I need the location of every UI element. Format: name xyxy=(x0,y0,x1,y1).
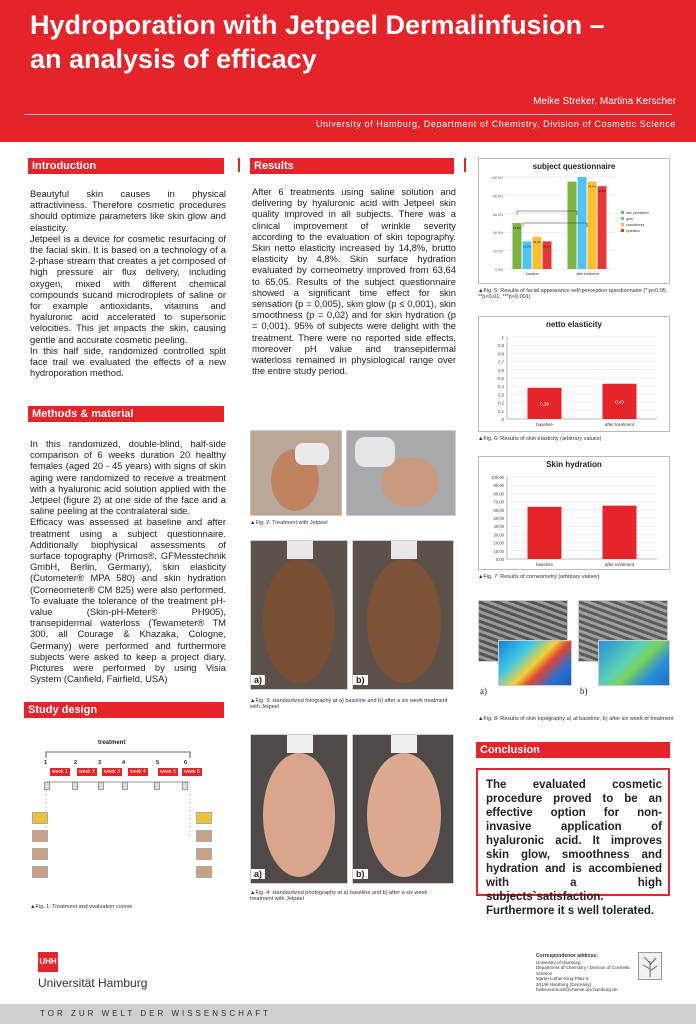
chart-svg xyxy=(479,457,669,569)
face-thumbnail xyxy=(32,830,48,842)
y-tick-label: 0,4 xyxy=(498,384,504,390)
title-line-1: Hydroporation with Jetpeel Dermalinfusion – xyxy=(30,10,605,40)
tick-number: 2 xyxy=(74,760,78,766)
fig3-caption: ▲Fig. 3: standardized fotography at a) baseline and b) after a six week treatment with Jetpeel xyxy=(250,698,448,710)
week-box: week 5 xyxy=(160,769,176,775)
x-tick-label: baseline xyxy=(525,272,540,276)
device-icon xyxy=(72,782,78,790)
device-icon xyxy=(122,782,128,790)
y-tick-label: 100,0% xyxy=(491,176,503,180)
correspondence-line: Department of Chemistry / Division of Cosmetic Science xyxy=(536,965,631,976)
device-icon xyxy=(154,782,160,790)
column-divider-2 xyxy=(464,158,466,172)
section-results: Results xyxy=(250,158,454,174)
department-logo-icon xyxy=(638,952,662,980)
section-study-design: Study design xyxy=(24,702,224,718)
product-thumbnail xyxy=(32,812,48,824)
results-text: After 6 treatments using saline solution and delivering by hyaluronic acid with Jetpeel skin quality improved in all subjects. There was a clinical improvement of wrinkle severity according to the evaluation of skin topography. Skin netto elasticity increased by 14,8%, brutto elasticity by 4,8%. Skin surface hydration evaluated by corneometry improved from 63,64 to 65,05. Results of the subject questionnaire showed a significant time effect for skin sensation (p = 0,005), skin glow (p ≤ 0,001), skin smoothness (p = 0,02) and for skin hydration (p = 0,001). 95% of subjects were delight with the treatment. There were no reported side effects, moreover pH value and transepidermal waterloss remained in physiological range over the entire study period. xyxy=(252,186,456,377)
study-design-diagram xyxy=(30,734,220,902)
after-photo-fig4 xyxy=(352,734,454,884)
week-box: week 6 xyxy=(184,769,200,775)
affiliation: University of Hamburg, Department of Chemistry, Division of Cosmetic Science xyxy=(315,119,676,129)
face-thumbnail xyxy=(196,866,212,878)
bar xyxy=(598,186,607,269)
tick-number: 3 xyxy=(98,760,102,766)
section-conclusion: Conclusion xyxy=(476,742,670,758)
data-label: 0,38 xyxy=(540,401,549,407)
chart-svg xyxy=(479,317,669,431)
y-tick-label: 0,7 xyxy=(498,359,504,365)
topography-baseline-color xyxy=(498,640,572,686)
legend-label: glow xyxy=(626,217,633,221)
week-box: week 3 xyxy=(104,769,120,775)
product-thumbnail xyxy=(196,812,212,824)
correspondence-line: Martin-Luther-King-Platz 6 xyxy=(536,976,589,981)
university-name: Universität Hamburg xyxy=(38,976,148,990)
y-tick-label: 30,00 xyxy=(493,532,504,538)
x-tick-label: after treatment xyxy=(604,422,635,427)
legend-label: skin perception xyxy=(626,211,649,215)
data-label: 90,0% xyxy=(598,189,606,194)
correspondence-line: University of Hamburg xyxy=(536,959,581,965)
fig2-caption: ▲Fig. 2: Treatment with Jetpeel xyxy=(250,520,328,526)
conclusion-box xyxy=(476,768,670,917)
fig6-caption: ▲Fig. 6: Results of skin elasticity (arbitrary values) xyxy=(478,436,602,442)
y-tick-label: 40,00 xyxy=(493,524,504,530)
y-tick-label: 70,00 xyxy=(493,499,504,505)
label-a: a) xyxy=(251,869,265,879)
data-label: 51,6% xyxy=(513,226,521,230)
device-icon xyxy=(44,782,50,790)
x-tick-label: after treatment xyxy=(604,562,635,567)
bar xyxy=(528,507,562,559)
fig4-caption: ▲Fig. 4: standardized photography at a) baseline and b) after a six week treatment with Jetpeel xyxy=(250,890,428,902)
y-tick-label: 40,0% xyxy=(493,231,503,236)
chart-svg xyxy=(479,159,669,283)
y-tick-label: 100,00 xyxy=(491,475,504,480)
chart-title: subject questionnaire xyxy=(532,162,616,171)
face-thumbnail xyxy=(32,866,48,878)
y-tick-label: 50,00 xyxy=(493,516,504,521)
fig8-caption: ▲Fig. 8: Results of skin topography a) at baseline, b) after six week of treatment xyxy=(478,716,674,722)
face-thumbnail xyxy=(32,848,48,860)
data-label: 75,7% xyxy=(588,184,596,189)
bar xyxy=(568,182,577,269)
legend-swatch xyxy=(621,223,624,226)
device-icon xyxy=(182,782,188,790)
fig1-caption: ▲Fig. 1: Treatment and evaluation course xyxy=(30,904,133,910)
baseline-photo-fig4 xyxy=(250,734,348,884)
y-tick-label: 80,0% xyxy=(493,194,503,199)
footer-motto: TOR ZUR WELT DER WISSENSCHAFT xyxy=(40,1009,272,1018)
label-b: b) xyxy=(580,686,588,696)
topography-after-color xyxy=(598,640,670,686)
poster-footer xyxy=(0,1004,696,1024)
tick-number: 4 xyxy=(122,760,126,766)
uhh-logo-icon: UHH xyxy=(38,952,58,972)
face-thumbnail xyxy=(196,830,212,842)
correspondence-line: heike.buntrock@chemie.uni-hamburg.de xyxy=(536,987,618,992)
treatment-photo-2 xyxy=(346,430,456,516)
data-label: 35,0% xyxy=(533,239,541,244)
correspondence-line: 20146 Hamburg (Germany) xyxy=(536,981,592,987)
y-tick-label: 0 xyxy=(501,417,504,422)
data-label: 30,5% xyxy=(543,244,551,249)
label-b: b) xyxy=(353,869,368,879)
y-tick-label: 0,5 xyxy=(498,376,504,381)
y-tick-label: 0,1 xyxy=(498,408,504,414)
intro-paragraph-1: Beautyful skin causes in physical attractiviness. Therefore cosmetic procedures should optimize parameters like skin glow and elasticity. xyxy=(30,188,226,233)
y-tick-label: 80,00 xyxy=(493,491,504,497)
week-box: week 2 xyxy=(79,769,95,775)
face-thumbnail xyxy=(196,848,212,860)
title-line-2: an analysis of efficacy xyxy=(30,44,317,74)
treatment-photo-1 xyxy=(250,430,342,516)
y-tick-label: 60,00 xyxy=(493,507,504,513)
y-tick-label: 60,0% xyxy=(493,212,503,217)
correspondence-address xyxy=(536,954,636,993)
section-methods: Methods & material xyxy=(28,406,224,422)
treatment-label: treatment xyxy=(98,740,126,746)
introduction-text xyxy=(30,188,226,378)
baseline-photo-fig3 xyxy=(250,540,348,690)
y-tick-label: 0,8 xyxy=(498,351,504,357)
legend-swatch xyxy=(621,217,624,220)
subject-questionnaire-chart xyxy=(478,158,670,284)
week-box: week 1 xyxy=(52,769,68,775)
label-b: b) xyxy=(353,675,368,685)
y-tick-label: 20,00 xyxy=(493,540,504,546)
authors: Meike Streker, Martina Kerscher xyxy=(533,96,676,107)
x-tick-label: baseline xyxy=(536,562,553,567)
bar xyxy=(588,182,597,269)
tick-number: 5 xyxy=(156,760,160,766)
y-tick-label: 0,6 xyxy=(498,367,504,373)
device-icon xyxy=(98,782,104,790)
label-a: a) xyxy=(480,686,487,696)
week-box: week 4 xyxy=(130,769,146,775)
intro-paragraph-3: In this half side, randomized controlled split face trail we evaluated the effects of a new hydroporation method. xyxy=(30,344,226,379)
fig7-caption: ▲Fig. 7: Results of corneometry (arbitrary values) xyxy=(478,574,600,580)
chart-title: Skin hydration xyxy=(546,460,602,469)
y-tick-label: 0,3 xyxy=(498,392,504,398)
fig5-caption: ▲Fig. 5: Results of facial appearance self-perception questionnaire (*:p<0.05, **p<0.01, ***p<0.001) xyxy=(478,288,668,300)
section-introduction: Introduction xyxy=(28,158,224,174)
header-divider xyxy=(24,114,672,115)
column-divider-1 xyxy=(238,158,240,172)
conclusion-text: The evaluated cosmetic procedure proved to be an effective option for non-invasive application of hyaluronic acid. It improves skin glow, smoothness and hydration and is accombiened with a high subjects`satisfaction. Furthermore it s well tolerated. xyxy=(486,779,662,917)
skin-hydration-chart xyxy=(478,456,670,570)
intro-paragraph-2: Jetpeel is a device for cosmetic resurfacing of the facial skin. It is based on a technology of a 2-phase stream that creates a jet composed of high pressure air flux delivery, including oxygen, mixed with different chemical compounds sucand microdroplets of saline or for example antioxidants, vitamins and hyaluronic acid accelerated to supersonic velocities. This jet impacts the skin, causing gentle and accurate cosmetic peeling. xyxy=(30,232,226,345)
tick-number: 1 xyxy=(44,760,48,766)
chart-title: netto elasticity xyxy=(545,320,602,329)
legend-label: hydration xyxy=(626,229,640,233)
poster-title xyxy=(30,8,680,76)
netto-elasticity-chart xyxy=(478,316,670,432)
poster-header xyxy=(0,0,696,142)
legend-label: smoothness xyxy=(626,223,645,227)
x-tick-label: baseline xyxy=(536,422,553,427)
methods-paragraph-2: Efficacy was assessed at baseline and after treatment using a subject questionnaire. Additionally biophysical assessments of surface topography (Primos®, GFMesstechnik GmbH, Berlin, Germany), skin elasticity (Cutometer® MPA 580) and skin hydration (Corneometer® CM 825) were also performed. To evaluate the tolerance of the treatment pH-value (Skin-pH-Meter® PH905), transepidermal waterloss (Tewameter® TM 300, all Courage & Khazaka, Cologne, Germany) were performed and furthermore subjects were asked to keep a project diary. Pictures were performed by using Visia System (Canfield, Fairfield, USA) xyxy=(30,516,226,685)
y-tick-label: 0,0% xyxy=(495,268,503,272)
data-label: 0,43 xyxy=(615,399,624,405)
after-photo-fig3 xyxy=(352,540,454,690)
y-tick-label: 1 xyxy=(501,335,504,340)
y-tick-label: 0,00 xyxy=(495,557,504,562)
methods-paragraph-1: In this randomized, double-blind, half-side comparison of 6 weeks duration 20 healthy females (aged 20 - 45 years) with signs of skin aging were randomized to receive a treatment with a hyaluronic acid solution applied with the Jetpeel (figure 2) at one side of the face and a saline peeling at the contralateral side. xyxy=(30,438,226,517)
methods-text xyxy=(30,438,226,684)
significance-bracket xyxy=(523,223,587,227)
x-tick-label: after treatment xyxy=(576,272,599,276)
y-tick-label: 90,00 xyxy=(493,483,504,489)
correspondence-head: Correspondence address: xyxy=(536,953,598,959)
legend-swatch xyxy=(621,229,624,232)
y-tick-label: 20,0% xyxy=(493,249,503,254)
bar xyxy=(603,506,637,559)
data-label: 31,6% xyxy=(523,244,531,249)
y-tick-label: 10,00 xyxy=(493,548,504,554)
y-tick-label: 0,9 xyxy=(498,343,504,349)
y-tick-label: 0,2 xyxy=(498,400,504,406)
label-a: a) xyxy=(251,675,265,685)
legend-swatch xyxy=(621,211,624,214)
tick-number: 6 xyxy=(184,760,188,766)
